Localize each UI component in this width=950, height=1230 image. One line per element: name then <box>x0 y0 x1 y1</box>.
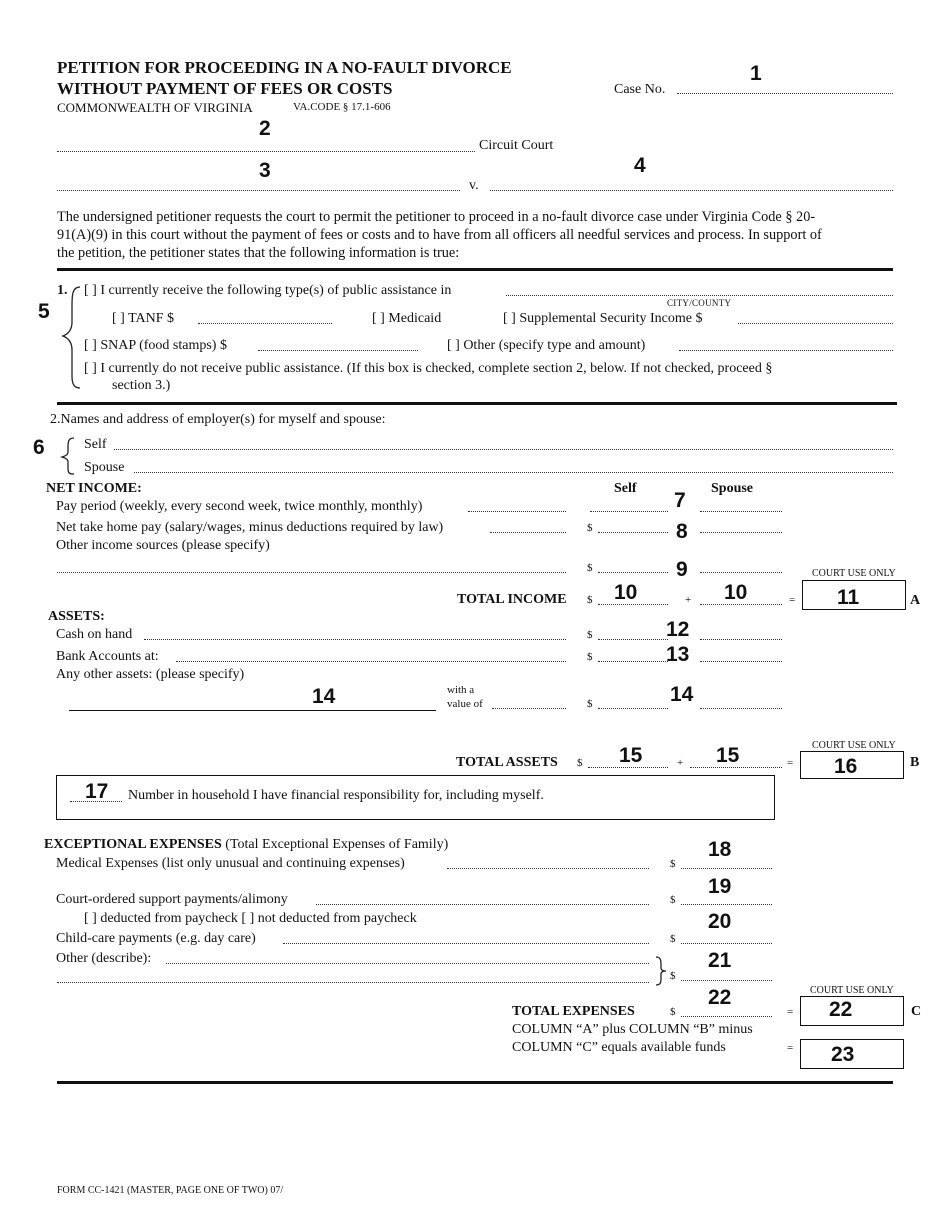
section-1-number: 1. <box>57 283 68 298</box>
total-income-label: TOTAL INCOME <box>457 592 567 607</box>
take-home-pay-label: Net take home pay (salary/wages, minus deductions required by law) <box>56 520 444 535</box>
respondent-name-field[interactable] <box>490 190 893 191</box>
no-assistance-note: section 3.) <box>112 378 171 393</box>
field-number-5: 5 <box>38 300 50 323</box>
bank-accounts-label: Bank Accounts at: <box>56 649 159 664</box>
cash-on-hand-label: Cash on hand <box>56 627 133 642</box>
with-a-label: with a <box>447 684 475 696</box>
exceptional-expenses-heading <box>44 837 448 853</box>
total-income-equals: = <box>789 594 796 606</box>
other-income-self-field[interactable] <box>598 572 668 573</box>
value-of-field[interactable] <box>492 708 566 709</box>
household-label: Number in household I have financial responsibility for, including myself. <box>128 788 544 803</box>
field-number-15-self: 15 <box>619 744 643 767</box>
field-number-10-self: 10 <box>614 581 638 604</box>
support-payments-label: Court-ordered support payments/alimony <box>56 892 288 907</box>
assets-heading: ASSETS: <box>48 609 105 624</box>
total-income-self-dollar: $ <box>587 594 593 606</box>
snap-checkbox-label[interactable]: [ ] SNAP (food stamps) $ <box>84 338 227 353</box>
other-assets-self-dollar: $ <box>587 698 593 710</box>
city-county-field[interactable] <box>506 295 893 296</box>
field-number-7: 7 <box>674 489 686 512</box>
field-number-22-total: 22 <box>708 986 732 1009</box>
formula-line-2: COLUMN “C” equals available funds <box>512 1040 726 1055</box>
field-number-9: 9 <box>676 558 688 581</box>
other-assets-self-field[interactable] <box>598 708 668 709</box>
ssi-checkbox-label[interactable]: [ ] Supplemental Security Income $ <box>503 311 703 326</box>
field-number-15-spouse: 15 <box>716 744 740 767</box>
bank-accounts-field[interactable] <box>176 661 566 662</box>
cash-self-field[interactable] <box>598 639 668 640</box>
other-income-spouse-field[interactable] <box>700 572 782 573</box>
field-number-17: 17 <box>85 780 109 803</box>
circuit-court-field[interactable] <box>57 151 475 152</box>
divider-2 <box>57 402 897 405</box>
column-spouse-header: Spouse <box>711 481 754 496</box>
field-number-10-spouse: 10 <box>724 581 748 604</box>
column-c-letter: C <box>911 1004 922 1019</box>
other-expenses-amount-field[interactable] <box>681 980 772 981</box>
field-number-13: 13 <box>666 643 690 666</box>
pay-period-self-field[interactable] <box>590 511 668 512</box>
field-number-22-box: 22 <box>829 998 853 1021</box>
city-county-caption: CITY/COUNTY <box>667 298 732 308</box>
take-home-leader <box>490 532 566 533</box>
medical-expenses-label: Medical Expenses (list only unusual and continuing expenses) <box>56 856 405 871</box>
intro-line-1: The undersigned petitioner requests the court to permit the petitioner to proceed in a no-fault divorce case under Virginia Code § 20- <box>57 209 816 225</box>
field-number-4: 4 <box>634 154 646 177</box>
column-self-header: Self <box>614 481 637 496</box>
total-assets-dollar: $ <box>577 757 583 769</box>
employer-self-label: Self <box>84 437 107 452</box>
other-expenses-field-1[interactable] <box>166 963 649 964</box>
pay-period-leader <box>468 511 566 512</box>
employer-spouse-field[interactable] <box>134 472 893 473</box>
medical-dollar: $ <box>670 858 676 870</box>
field-number-6: 6 <box>33 436 45 459</box>
total-expenses-field[interactable] <box>681 1016 772 1017</box>
take-home-self-field[interactable] <box>598 532 668 533</box>
versus-label: v. <box>469 178 479 193</box>
petitioner-name-field[interactable] <box>57 190 460 191</box>
total-assets-label: TOTAL ASSETS <box>456 755 558 770</box>
employer-brace-icon <box>60 436 76 476</box>
pay-period-label: Pay period (weekly, every second week, twice monthly, monthly) <box>56 499 423 514</box>
divider-1 <box>57 268 893 271</box>
circuit-court-label: Circuit Court <box>479 138 554 153</box>
total-expenses-label: TOTAL EXPENSES <box>512 1004 635 1019</box>
bank-self-dollar: $ <box>587 651 593 663</box>
section-1-brace-icon <box>60 284 82 390</box>
column-a-letter: A <box>910 593 921 608</box>
cash-spouse-field[interactable] <box>700 639 782 640</box>
child-care-leader <box>283 943 649 944</box>
take-home-spouse-field[interactable] <box>700 532 782 533</box>
field-number-14-description: 14 <box>312 685 336 708</box>
divider-bottom <box>57 1081 893 1084</box>
court-use-only-a: COURT USE ONLY <box>812 568 896 579</box>
snap-amount-field[interactable] <box>258 350 418 351</box>
field-number-16: 16 <box>834 755 858 778</box>
support-leader <box>316 904 649 905</box>
column-b-letter: B <box>910 755 920 770</box>
section-2-heading: 2.Names and address of employer(s) for myself and spouse: <box>50 412 386 427</box>
intro-line-3: the petition, the petitioner states that the following information is true: <box>57 245 460 261</box>
tanf-amount-field[interactable] <box>198 323 332 324</box>
support-amount-field[interactable] <box>681 904 772 905</box>
formula-line-1: COLUMN “A” plus COLUMN “B” minus <box>512 1022 753 1037</box>
employer-spouse-label: Spouse <box>84 460 125 475</box>
field-number-1: 1 <box>750 62 762 85</box>
ssi-amount-field[interactable] <box>738 323 893 324</box>
other-expenses-label: Other (describe): <box>56 951 152 966</box>
other-income-description-field[interactable] <box>57 572 566 573</box>
total-expenses-equals: = <box>787 1006 794 1018</box>
field-number-21: 21 <box>708 949 732 972</box>
field-number-11: 11 <box>837 586 860 609</box>
no-assistance-checkbox-label[interactable]: [ ] I currently do not receive public assistance. (If this box is checked, complete section 2, below. If not checked, proceed § <box>84 361 773 376</box>
child-care-label: Child-care payments (e.g. day care) <box>56 931 256 946</box>
field-number-12: 12 <box>666 618 690 641</box>
field-number-3: 3 <box>259 159 271 182</box>
bank-self-field[interactable] <box>598 661 668 662</box>
tanf-checkbox-label[interactable]: [ ] TANF $ <box>112 311 175 326</box>
other-income-self-dollar: $ <box>587 562 593 574</box>
child-care-amount-field[interactable] <box>681 943 772 944</box>
child-care-dollar: $ <box>670 933 676 945</box>
deducted-checkboxes[interactable]: [ ] deducted from paycheck [ ] not deducted from paycheck <box>84 911 417 926</box>
field-number-18: 18 <box>708 838 732 861</box>
other-assets-line[interactable] <box>69 710 436 711</box>
medicaid-checkbox-label[interactable]: [ ] Medicaid <box>372 311 442 326</box>
other-expenses-field-2[interactable] <box>57 982 649 983</box>
medical-leader <box>447 868 649 869</box>
intro-line-2: 91(A)(9) in this court without the payment of fees or costs and to have from all officers all needful services and process. In support of <box>57 227 822 243</box>
other-income-label: Other income sources (please specify) <box>56 538 270 553</box>
field-number-20: 20 <box>708 910 732 933</box>
other-assistance-field[interactable] <box>679 350 893 351</box>
field-number-8: 8 <box>676 520 688 543</box>
total-expenses-dollar: $ <box>670 1006 676 1018</box>
field-number-23: 23 <box>831 1043 855 1066</box>
form-id-footer: FORM CC-1421 (MASTER, PAGE ONE OF TWO) 07/ <box>57 1185 284 1196</box>
commonwealth-label: COMMONWEALTH OF VIRGINIA <box>57 100 253 115</box>
field-number-19: 19 <box>708 875 732 898</box>
public-assistance-checkbox-label[interactable]: [ ] I currently receive the following type(s) of public assistance in <box>84 283 452 298</box>
exceptional-expenses-heading-bold: EXCEPTIONAL EXPENSES <box>44 837 222 852</box>
other-expenses-dollar: $ <box>670 970 676 982</box>
other-expenses-brace-icon <box>654 955 668 987</box>
net-income-heading: NET INCOME: <box>46 481 142 496</box>
other-assets-label: Any other assets: (please specify) <box>56 667 245 682</box>
value-of-label: value of <box>447 698 483 710</box>
bank-spouse-field[interactable] <box>700 661 782 662</box>
case-no-field[interactable] <box>677 93 893 94</box>
form-title-line1: PETITION FOR PROCEEDING IN A NO-FAULT DIVORCE <box>57 58 512 77</box>
field-number-14-value: 14 <box>670 683 694 706</box>
total-assets-equals: = <box>787 757 794 769</box>
cash-self-dollar: $ <box>587 629 593 641</box>
other-assets-spouse-field[interactable] <box>700 708 782 709</box>
employer-self-field[interactable] <box>114 449 893 450</box>
total-income-plus: + <box>685 594 692 606</box>
cash-leader <box>144 639 566 640</box>
form-title-line2: WITHOUT PAYMENT OF FEES OR COSTS <box>57 79 393 98</box>
court-use-only-c: COURT USE ONLY <box>810 985 894 996</box>
va-code-label: VA.CODE § 17.1-606 <box>293 101 391 113</box>
total-assets-plus: + <box>677 757 684 769</box>
case-no-label: Case No. <box>614 82 666 97</box>
medical-amount-field[interactable] <box>681 868 772 869</box>
field-number-2: 2 <box>259 117 271 140</box>
court-use-only-b: COURT USE ONLY <box>812 740 896 751</box>
available-funds-equals: = <box>787 1042 794 1054</box>
support-dollar: $ <box>670 894 676 906</box>
pay-period-spouse-field[interactable] <box>700 511 782 512</box>
exceptional-expenses-heading-note: (Total Exceptional Expenses of Family) <box>225 837 449 852</box>
other-assistance-checkbox-label[interactable]: [ ] Other (specify type and amount) <box>447 338 646 353</box>
take-home-self-dollar: $ <box>587 522 593 534</box>
